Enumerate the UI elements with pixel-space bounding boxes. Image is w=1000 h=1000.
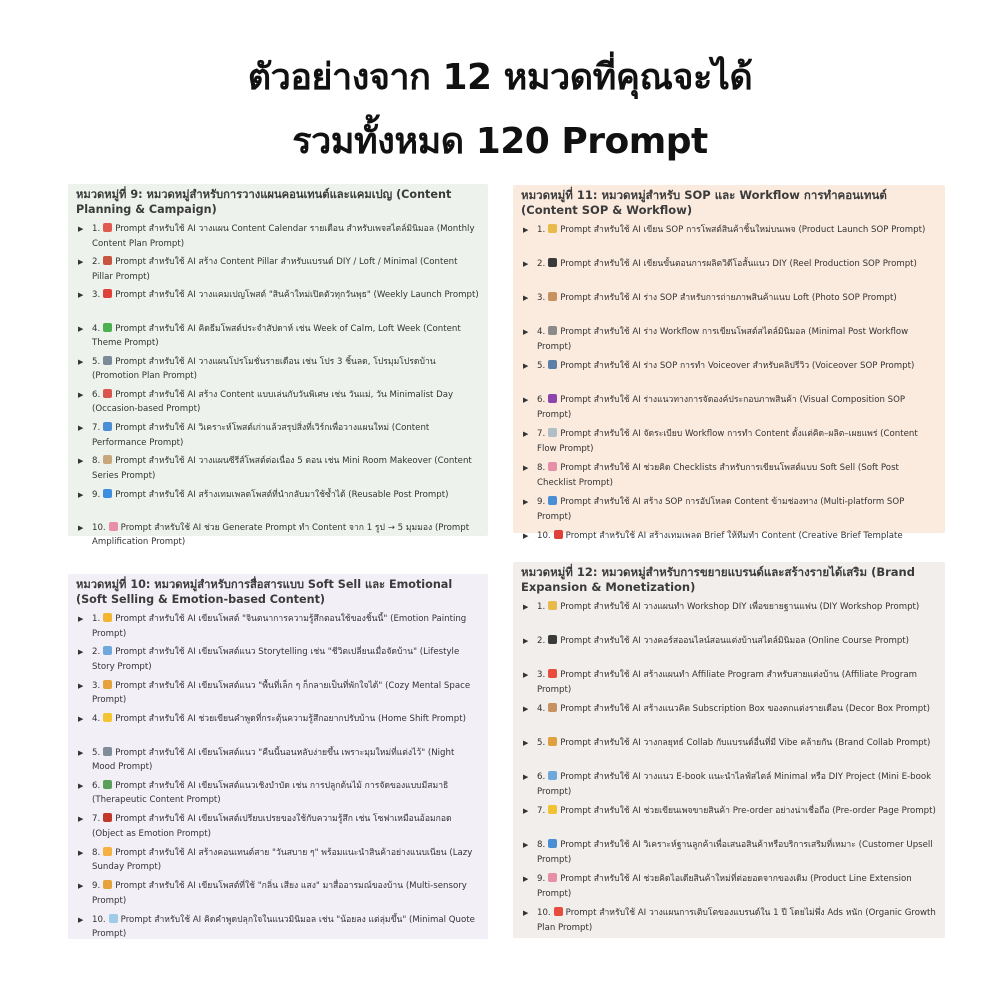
item-text: Prompt สำหรับใช้ AI คิดคำพูดปลุกใจในแนวมินิมอล เช่น "น้อยลง แต่ลุ่มขึ้น" (Minimal Quote Prompt) [92,914,475,940]
toggle-list-item[interactable] [76,879,480,912]
toggle-list-item[interactable] [521,872,937,906]
item-content [537,257,937,272]
target-icon [554,530,563,539]
item-number: 6. [537,772,546,782]
gift-calendar-icon [103,389,112,398]
page-title-line-1: ตัวอย่างจาก 12 หมวดที่คุณจะได้ [247,57,753,98]
book-open-icon [548,771,557,780]
item-text: Prompt สำหรับใช้ AI เขียน SOP การโพสต์สินค้าชิ้นใหม่บนเพจ (Product Launch SOP Prompt) [560,225,926,235]
toggle-list-item[interactable] [521,223,937,257]
item-number: 6. [92,389,101,400]
toggle-list-item[interactable] [76,288,480,321]
item-content [537,770,937,799]
item-content [537,529,937,544]
toggle-list-item[interactable] [521,770,937,804]
item-text: Prompt สำหรับใช้ AI วางคอร์สออนไลน์สอนแต่งบ้านสไตล์มินิมอล (Online Course Prompt) [560,636,910,646]
item-content [92,454,480,483]
item-number: 1. [92,614,101,624]
item-number: 2. [537,259,546,269]
bulb-icon [103,713,112,722]
item-number: 1. [537,225,546,235]
target-icon [103,289,112,298]
toggle-list-item[interactable] [76,222,480,255]
toggle-list-item[interactable] [76,645,480,678]
item-text: Prompt สำหรับใช้ AI วางแผนซีรีส์โพสต์ต่อเนื่อง 5 ตอน เช่น Mini Room Makeover (Content Series Prompt) [92,456,472,481]
item-text: Prompt สำหรับใช้ AI สร้าง SOP การอัปโหลด Content ข้ามช่องทาง (Multi-platform SOP Prompt) [537,497,905,522]
item-number: 2. [537,636,546,646]
item-content [92,612,480,641]
toggle-arrow-icon[interactable]: ▶ [78,258,84,267]
item-content [537,359,937,374]
item-text: Prompt สำหรับใช้ AI วางแคมเปญโพสต์ "สินค้าใหม่เปิดตัวทุกวันพุธ" (Weekly Launch Prompt) [115,290,479,301]
item-number: 5. [537,738,546,748]
item-content [537,668,937,697]
chart-icon [103,422,112,431]
item-number: 9. [537,497,546,507]
item-text: Prompt สำหรับใช้ AI วางแผนโปรโมชั่นรายเดือน เช่น โปร 3 ชิ้นลด, โปรมุมโปรดบ้าน (Promotion Plan Prompt) [92,356,436,382]
item-number: 5. [537,361,546,371]
toggle-list-item[interactable] [76,712,480,745]
item-content [92,388,480,417]
toggle-arrow-icon[interactable]: ▶ [523,875,529,883]
clover-icon [103,323,112,332]
item-content [92,222,480,251]
toggle-arrow-icon[interactable]: ▶ [523,773,529,781]
item-content [92,645,480,674]
item-content [537,838,937,867]
item-number: 3. [537,670,546,680]
toggle-list-item[interactable] [76,421,480,454]
item-text: Prompt สำหรับใช้ AI วางแผนทำ Workshop DIY เพื่อขยายฐานแฟน (DIY Workshop Prompt) [560,602,920,612]
item-content [92,846,480,875]
candle-icon [103,880,112,889]
item-text: Prompt สำหรับใช้ AI วางแนว E-book แนะนำไลฟ์สไตล์ Minimal หรือ DIY Project (Mini E-book Prompt) [537,772,932,797]
book-open-icon [103,646,112,655]
item-content [537,223,937,238]
toggle-list-item[interactable] [76,913,480,946]
item-number: 7. [92,814,101,825]
toggle-arrow-icon[interactable]: ▶ [523,739,529,747]
panel-title: หมวดหมู่ที่ 12: หมวดหมู่สำหรับการขยายแบรนด์และสร้างรายได้เสริม (Brand Expansion & Monetization) [521,565,915,594]
toggle-list-item[interactable] [76,255,480,288]
speech-bubble-icon [109,914,118,923]
toggle-arrow-icon[interactable]: ▶ [78,357,84,366]
toggle-arrow-icon[interactable]: ▶ [78,915,84,924]
toggle-arrow-icon[interactable]: ▶ [78,424,84,433]
toggle-arrow-icon[interactable]: ▶ [78,781,84,790]
item-text: Prompt สำหรับใช้ AI วางกลยุทธ์ Collab กับแบรนด์อื่นที่มี Vibe คล้ายกัน (Brand Collab Prompt) [560,738,931,748]
toggle-arrow-icon[interactable]: ▶ [523,362,529,370]
toggle-list-item[interactable] [76,521,480,554]
item-text: Prompt สำหรับใช้ AI วางแผนการเติบโตของแบรนด์ใน 1 ปี โดยไม่พึ่ง Ads หนัก (Organic Growth Plan Prompt) [537,908,936,933]
item-content [92,879,480,908]
category-panel-11 [513,185,945,541]
item-content [92,521,480,550]
item-text: Prompt สำหรับใช้ AI เขียนโพสต์แนว "พื้นที่เล็ก ๆ ก็กลายเป็นที่พักใจได้" (Cozy Mental Space Prompt) [92,680,471,706]
item-text: Prompt สำหรับใช้ AI สร้าง Content แบบเล่นกับวันพิเศษ เช่น วันแม่, วัน Minimalist Day (Occasion-based Prompt) [92,389,454,415]
item-number: 2. [92,647,101,658]
toggle-list-item[interactable] [521,702,937,736]
plant-icon [103,780,112,789]
toggle-arrow-icon[interactable]: ▶ [523,464,529,472]
item-number: 4. [92,714,101,725]
item-content [92,488,480,503]
item-number: 4. [92,323,101,334]
toggle-list-item[interactable] [521,291,937,325]
sun-icon [103,847,112,856]
sparkles-icon [103,613,112,622]
item-content [537,393,937,422]
toggle-list-item[interactable] [521,600,937,634]
toggle-arrow-icon[interactable]: ▶ [78,748,84,757]
toggle-arrow-icon[interactable]: ▶ [523,260,529,268]
toggle-arrow-icon[interactable]: ▶ [78,648,84,657]
item-content [92,355,480,384]
clipboard-icon [103,455,112,464]
item-text: Prompt สำหรับใช้ AI ร่างแนวทางการจัดองค์ประกอบภาพสินค้า (Visual Composition SOP Prompt) [537,395,906,420]
item-text: Prompt สำหรับใช้ AI สร้าง Content Pillar สำหรับแบรนด์ DIY / Loft / Minimal (Content Pillar Prompt) [92,257,458,282]
toggle-arrow-icon[interactable]: ▶ [78,715,84,724]
item-text: Prompt สำหรับใช้ AI เขียนโพสต์ "จินตนาการความรู้สึกตอนใช้ของชิ้นนี้" (Emotion Painting Prompt) [92,614,467,639]
panel-title: หมวดหมู่ที่ 9: หมวดหมู่สำหรับการวางแผนคอนเทนต์และแคมเปญ (Content Planning & Campaign) [76,188,452,216]
item-content [537,325,937,354]
panel-title: หมวดหมู่ที่ 11: หมวดหมู่สำหรับ SOP และ Workflow การทำคอนเทนต์ (Content SOP & Workflow) [521,188,887,217]
toggle-arrow-icon[interactable]: ▶ [523,705,529,713]
megaphone-icon [548,669,557,678]
item-number: 9. [92,489,101,500]
item-content [92,812,480,841]
teddy-icon [103,813,112,822]
panel-title: หมวดหมู่ที่ 10: หมวดหมู่สำหรับการสื่อสารแบบ Soft Sell และ Emotional (Soft Selling & Emotion-based Content) [76,578,453,606]
toggle-arrow-icon[interactable]: ▶ [78,490,84,499]
brain-icon [109,522,118,531]
item-content [92,779,480,808]
item-content [537,461,937,490]
tools-icon [548,326,557,335]
toggle-list-item[interactable] [76,612,480,645]
speaking-head-icon [548,360,557,369]
cart-icon [103,356,112,365]
item-content [537,427,937,456]
toggle-list-item[interactable] [76,779,480,812]
toggle-arrow-icon[interactable]: ▶ [78,390,84,399]
toggle-arrow-icon[interactable]: ▶ [78,815,84,824]
memo-icon [548,224,557,233]
handshake-icon [548,737,557,746]
item-number: 5. [92,356,101,367]
page-icon [548,428,557,437]
item-number: 9. [537,874,546,884]
item-content [92,322,480,351]
item-content [537,634,937,649]
toggle-arrow-icon[interactable]: ▶ [78,225,84,233]
item-number: 10. [537,531,551,541]
item-text: Prompt สำหรับใช้ AI วางแผน Content Calendar รายเดือน สำหรับเพจสไตล์มินิมอล (Monthly Content Plan Prompt) [92,224,475,249]
toggle-arrow-icon[interactable]: ▶ [523,909,529,917]
toggle-list-item[interactable] [76,388,480,421]
item-content [92,421,480,450]
toggle-arrow-icon[interactable]: ▶ [523,430,529,438]
category-panel-10 [68,574,488,939]
item-number: 2. [92,257,101,268]
item-number: 1. [92,224,101,234]
item-text: Prompt สำหรับใช้ AI ช่วยคิด Checklists สำหรับการเขียนโพสต์แบบ Soft Sell (Soft Post Checklist Prompt) [537,463,899,488]
page-title-line-2: รวมทั้งหมด 120 Prompt [292,121,708,162]
item-content [92,746,480,775]
toggle-arrow-icon[interactable]: ▶ [523,498,529,506]
item-text: Prompt สำหรับใช้ AI เขียนโพสต์แนว Storytelling เช่น "ชีวิตเปลี่ยนเมื่อจัดบ้าน" (Lifestyle Story Prompt) [92,647,460,672]
item-number: 4. [537,704,546,714]
toggle-list-item[interactable] [521,359,937,393]
toggle-arrow-icon[interactable]: ▶ [78,882,84,891]
clapper-icon [548,258,557,267]
item-number: 10. [537,908,551,918]
item-content [537,600,937,615]
toggle-arrow-icon[interactable]: ▶ [78,291,84,300]
item-text: Prompt สำหรับใช้ AI ช่วยเขียนเพจขายสินค้า Pre-order อย่างน่าเชื่อถือ (Pre-order Page Prompt) [560,806,936,816]
item-number: 5. [92,747,101,758]
item-number: 3. [92,680,101,691]
item-number: 7. [537,429,546,439]
item-text: Prompt สำหรับใช้ AI คิดธีมโพสต์ประจำสัปดาห์ เช่น Week of Calm, Loft Week (Content Theme Prompt) [92,323,461,349]
item-text: Prompt สำหรับใช้ AI สร้างแผนทำ Affiliate Program สำหรับสายแต่งบ้าน (Affiliate Program Prompt) [537,670,917,695]
toggle-arrow-icon[interactable]: ▶ [523,671,529,679]
toggle-arrow-icon[interactable]: ▶ [523,294,529,302]
item-number: 1. [537,602,546,612]
calendar-icon [103,223,112,232]
box-icon [548,703,557,712]
item-text: Prompt สำหรับใช้ AI จัดระเบียบ Workflow การทำ Content ตั้งแต่คิด–ผลิต–เผยแพร่ (Content Flow Prompt) [537,429,918,454]
toggle-list-item[interactable] [521,495,937,529]
book-icon [548,394,557,403]
toggle-arrow-icon[interactable]: ▶ [523,226,529,234]
toggle-arrow-icon[interactable]: ▶ [523,396,529,404]
category-panel-12 [513,562,945,938]
toggle-list-item[interactable] [76,488,480,521]
item-text: Prompt สำหรับใช้ AI วิเคราะห์ฐานลูกค้าเพื่อเสนอสินค้าหรือบริการเสริมที่เหมาะ (Customer Upsell Prompt) [537,840,933,865]
item-text: Prompt สำหรับใช้ AI เขียนโพสต์แนวเชิงบำบัด เช่น การปลูกต้นไม้ การจัดของแบบมีสมาธิ (Therapeutic Content Prompt) [92,780,449,806]
item-content [537,702,937,717]
toggle-list-item[interactable] [76,746,480,779]
item-content [92,913,480,942]
toggle-list-item[interactable] [521,427,937,461]
item-text: Prompt สำหรับใช้ AI ร่าง SOP การทำ Voiceover สำหรับคลิปรีวิว (Voiceover SOP Prompt) [560,361,915,371]
toggle-arrow-icon[interactable]: ▶ [523,637,529,645]
item-number: 6. [92,780,101,791]
item-text: Prompt สำหรับใช้ AI เขียนโพสต์ที่ใช้ "กลิ่น เสียง แสง" มาสื่ออารมณ์ของบ้าน (Multi-sensory Prompt) [92,881,467,906]
toggle-list-item[interactable] [521,325,937,359]
item-content [537,291,937,306]
item-content [92,712,480,727]
item-number: 6. [537,395,546,405]
toggle-list-item[interactable] [521,668,937,702]
item-text: Prompt สำหรับใช้ AI วิเคราะห์โพสต์เก่าแล้วสรุปสิ่งที่เวิร์กเพื่อวางแผนใหม่ (Content Performance Prompt) [92,423,430,448]
toggle-list-item[interactable] [76,846,480,879]
toggle-list-item[interactable] [521,838,937,872]
toggle-arrow-icon[interactable]: ▶ [78,681,84,690]
repeat-icon [103,489,112,498]
chart-icon [548,839,557,848]
item-number: 10. [92,522,106,533]
item-number: 10. [92,914,106,925]
toggle-list-item[interactable] [521,634,937,668]
candle-icon [103,680,112,689]
camera-icon [548,635,557,644]
item-text: Prompt สำหรับใช้ AI ร่าง SOP สำหรับการถ่ายภาพสินค้าแนบ Loft (Photo SOP Prompt) [560,293,897,303]
item-number: 7. [92,423,101,434]
item-number: 8. [92,456,101,467]
item-text: Prompt สำหรับใช้ AI ช่วย Generate Prompt ทำ Content จาก 1 รูป → 5 มุมมอง (Prompt Amplification Prompt) [92,522,470,548]
item-number: 3. [537,293,546,303]
item-number: 7. [537,806,546,816]
toggle-arrow-icon[interactable]: ▶ [523,807,529,815]
item-text: Prompt สำหรับใช้ AI ช่วยเขียนคำพูดที่กระตุ้นความรู้สึกอยากปรับบ้าน (Home Shift Prompt) [115,714,466,725]
item-content [537,906,937,935]
toggle-list-item[interactable] [521,393,937,427]
toggle-list-item[interactable] [76,812,480,845]
item-text: Prompt สำหรับใช้ AI สร้างคอนเทนต์สาย "วันสบาย ๆ" พร้อมแนะนำสินค้าอย่างแนบเนียน (Lazy Sunday Prompt) [92,847,473,873]
item-number: 8. [537,840,546,850]
toggle-arrow-icon[interactable]: ▶ [78,615,84,623]
item-text: Prompt สำหรับใช้ AI เขียนโพสต์เปรียบเปรยของใช้กับความรู้สึก เช่น โซฟาเหมือนอ้อมกอด (Object as Emotion Prompt) [92,814,452,839]
monitor-icon [548,496,557,505]
toggle-list-item[interactable] [521,529,937,563]
box-icon [548,292,557,301]
item-content [537,804,937,819]
memo-icon [548,601,557,610]
toggle-arrow-icon[interactable]: ▶ [523,328,529,336]
toggle-list-item[interactable] [76,454,480,487]
category-panel-9 [68,184,488,548]
toggle-arrow-icon[interactable]: ▶ [523,532,529,540]
item-text: Prompt สำหรับใช้ AI เขียนขั้นตอนการผลิตวิดีโอสั้นแนว DIY (Reel Production SOP Prompt) [560,259,917,269]
item-content [537,736,937,751]
item-text: Prompt สำหรับใช้ AI ร่าง Workflow การเขียนโพสต์สไตล์มินิมอล (Minimal Post Workflow Prompt) [537,327,909,352]
toggle-list-item[interactable] [521,906,937,940]
item-content [92,288,480,303]
toggle-list-item[interactable] [76,322,480,355]
brain-icon [548,462,557,471]
toggle-list-item[interactable] [76,679,480,712]
toggle-arrow-icon[interactable]: ▶ [523,603,529,611]
toggle-list-item[interactable] [521,461,937,495]
toggle-list-item[interactable] [521,736,937,770]
toggle-arrow-icon[interactable]: ▶ [78,457,84,466]
item-number: 8. [92,847,101,858]
item-number: 8. [537,463,546,473]
trend-up-icon [554,907,563,916]
item-text: Prompt สำหรับใช้ AI ช่วยคิดไอเดียสินค้าใหม่ที่ต่อยอดจากของเดิม (Product Line Extension Prompt) [537,874,912,899]
money-icon [548,805,557,814]
toggle-arrow-icon[interactable]: ▶ [523,841,529,849]
toggle-list-item[interactable] [521,257,937,291]
item-content [92,255,480,284]
item-content [92,679,480,708]
item-text: Prompt สำหรับใช้ AI สร้างเทมเพลตโพสต์ที่นำกลับมาใช้ซ้ำได้ (Reusable Post Prompt) [115,489,449,500]
item-number: 4. [537,327,546,337]
brain-icon [548,873,557,882]
brick-icon [103,256,112,265]
toggle-list-item[interactable] [521,804,937,838]
item-text: Prompt สำหรับใช้ AI สร้างแนวคิด Subscription Box ของตกแต่งรายเดือน (Decor Box Prompt) [560,704,930,714]
toggle-list-item[interactable] [76,355,480,388]
item-number: 9. [92,881,101,892]
item-text: Prompt สำหรับใช้ AI สร้างเทมเพลต Brief ให้ทีมทำ Content (Creative Brief Template [565,531,903,541]
toggle-arrow-icon[interactable]: ▶ [78,848,84,857]
item-content [537,495,937,524]
toggle-arrow-icon[interactable]: ▶ [78,523,84,532]
toggle-arrow-icon[interactable]: ▶ [78,324,84,333]
item-number: 3. [92,290,101,301]
bed-icon [103,747,112,756]
item-text: Prompt สำหรับใช้ AI เขียนโพสต์แนว "คืนนี้นอนหลับง่ายขึ้น เพราะมุมใหม่ที่แต่งไว้" (Night Mood Prompt) [92,747,455,773]
item-content [537,872,937,901]
